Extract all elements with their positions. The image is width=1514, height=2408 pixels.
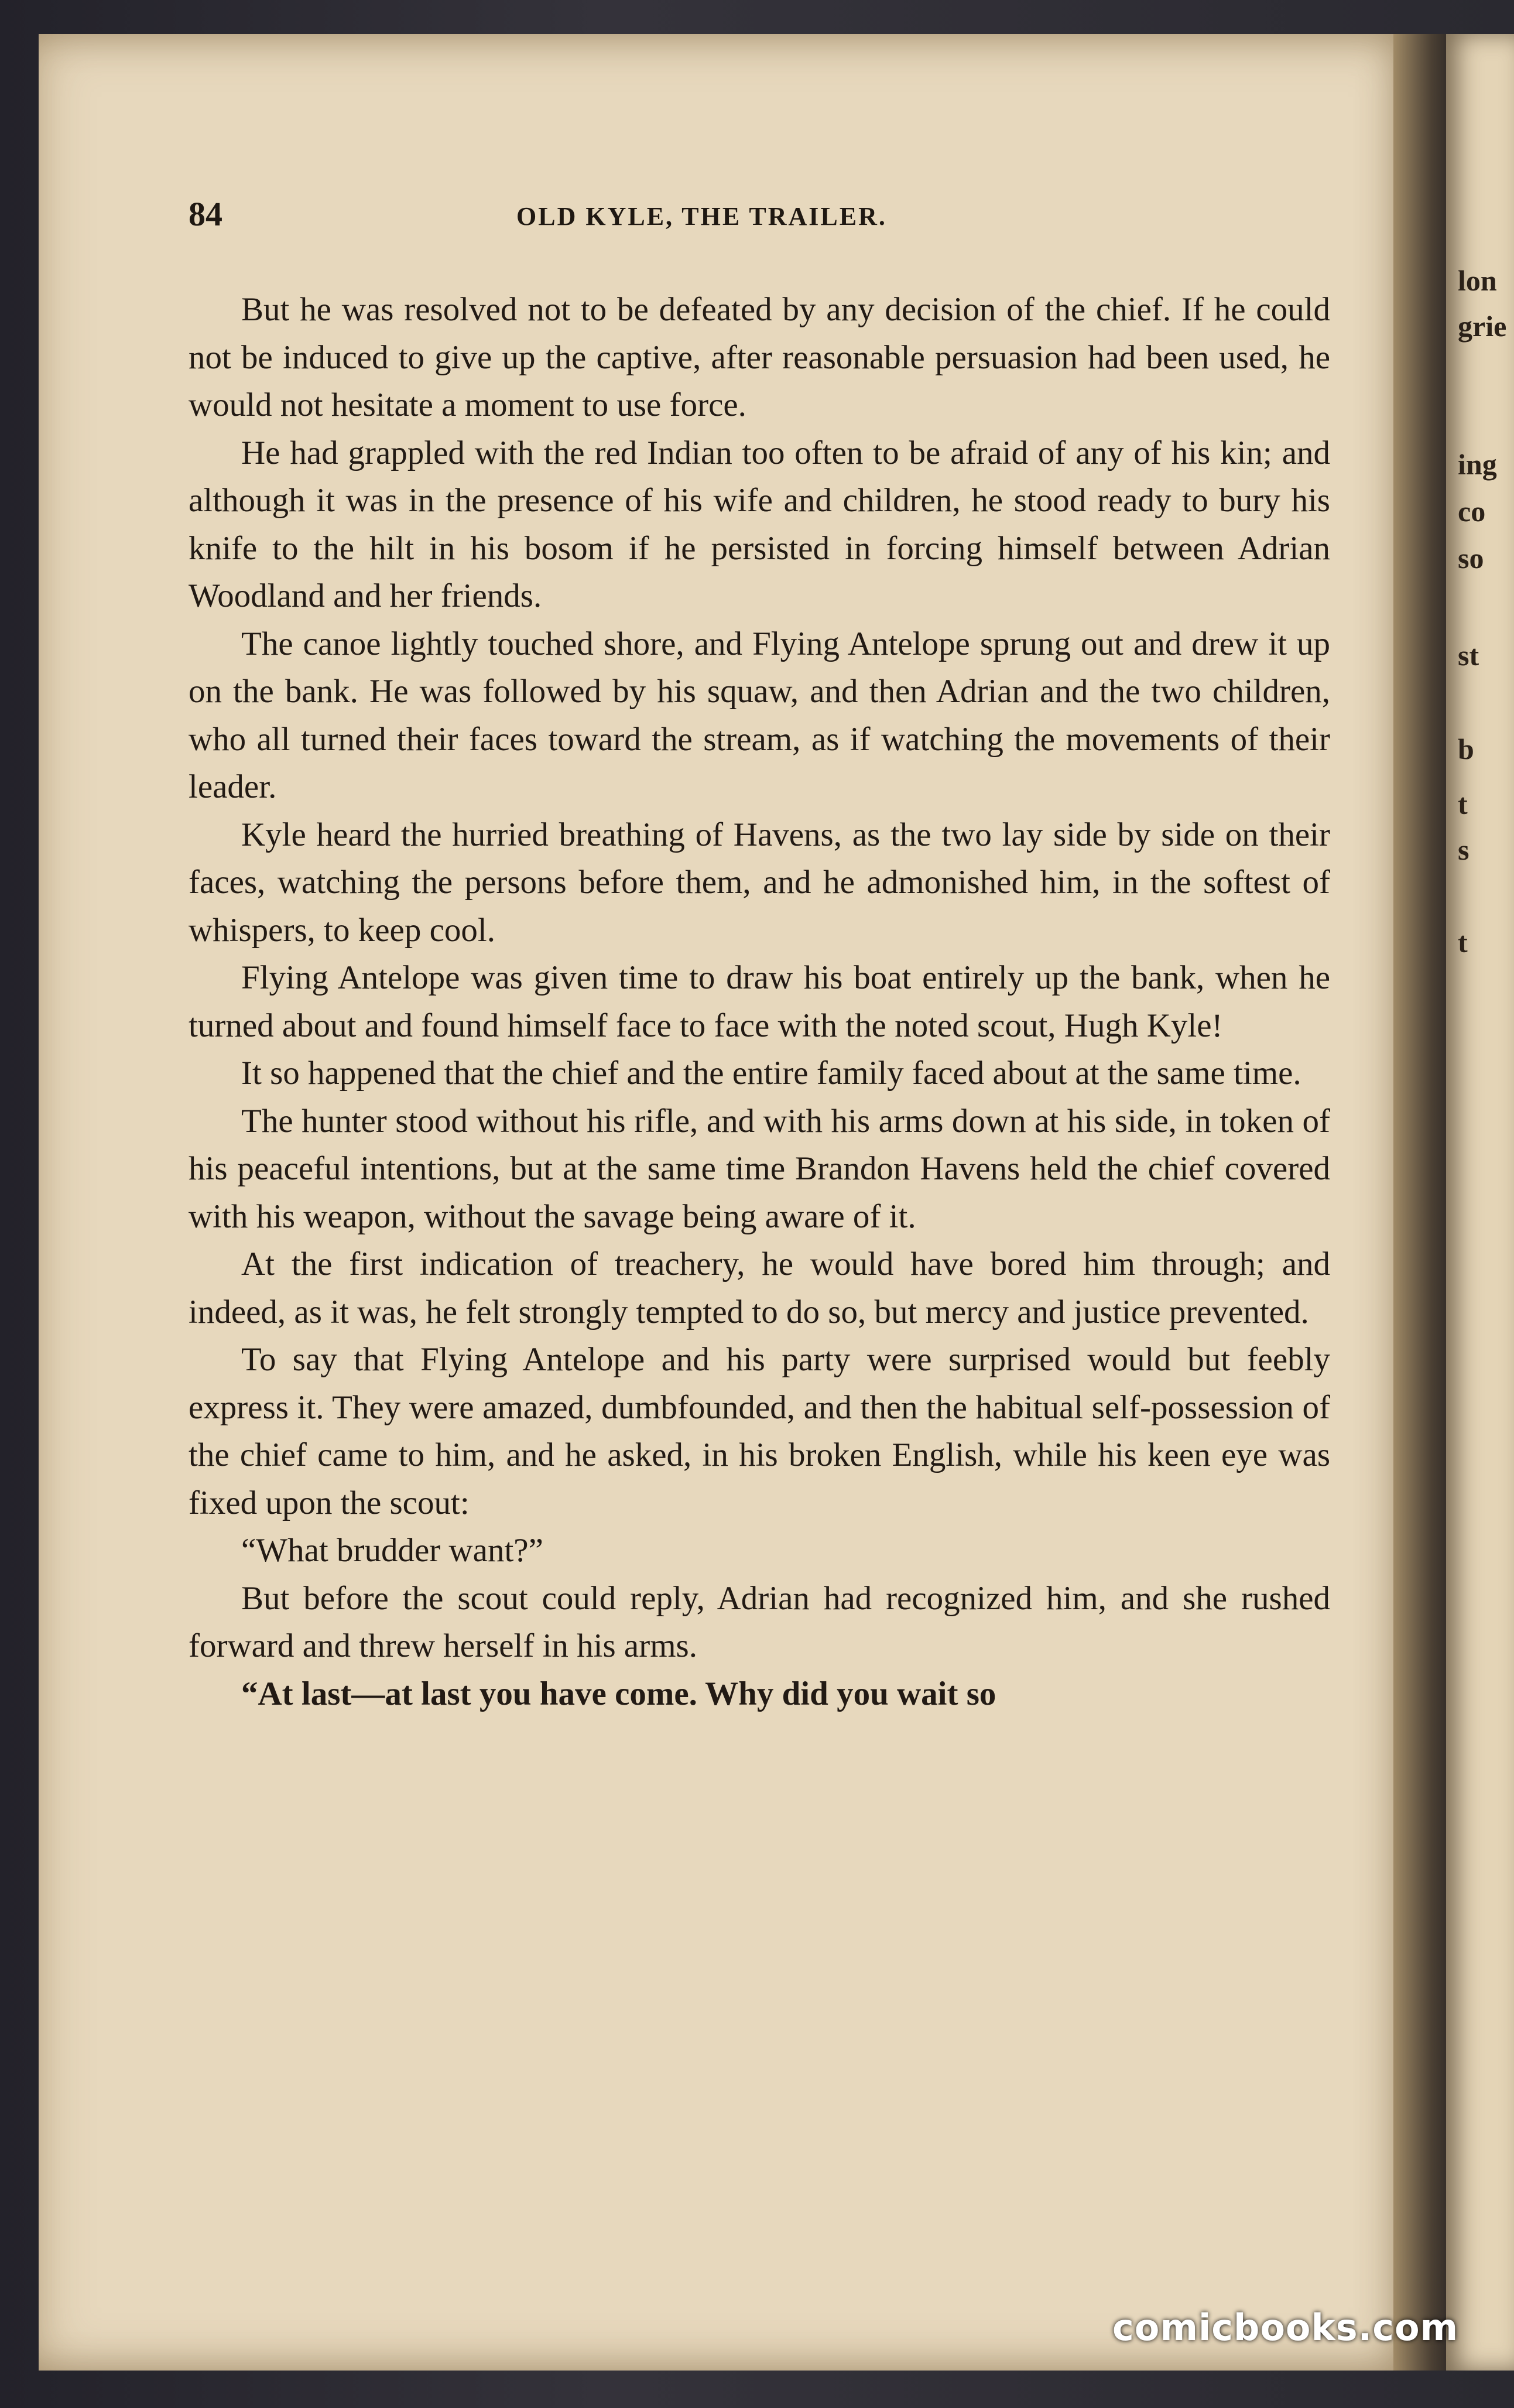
paragraph: He had grappled with the red Indian too often to be afraid of any of his kin; and although it was in the presence of his wife and children, he stood ready to bury his knife to the hilt in his bosom if he persisted in forcing himself between Adrian Woodland and her friends. [189, 434, 1330, 614]
adjacent-page-fragment: co [1458, 495, 1486, 528]
adjacent-page-fragment: t [1458, 926, 1468, 959]
dialogue-line: “At last—at last you have come. Why did you wait so [241, 1675, 996, 1712]
paragraph: Kyle heard the hurried breathing of Havens, as the two lay side by side on their faces, watching the persons before them, and he admonished him, in the softest of whispers, to keep cool. [189, 816, 1330, 949]
body-text [189, 286, 1330, 1718]
paragraph: But before the scout could reply, Adrian had recognized him, and she rushed forward and threw herself in his arms. [189, 1579, 1330, 1664]
paragraph: It so happened that the chief and the entire family faced about at the same time. [241, 1055, 1301, 1092]
dialogue-line: “What brudder want?” [241, 1532, 543, 1569]
running-head: OLD KYLE, THE TRAILER. [516, 202, 887, 231]
adjacent-page-fragment: t [1458, 788, 1468, 820]
paragraph: Flying Antelope was given time to draw his boat entirely up the bank, when he turned about and found himself face to face with the noted scout, Hugh Kyle! [189, 959, 1330, 1044]
adjacent-page-edge [1446, 34, 1514, 2371]
adjacent-page-fragment: so [1458, 542, 1484, 574]
adjacent-page-fragment: b [1458, 733, 1474, 765]
adjacent-page-fragment: grie [1458, 310, 1507, 343]
paragraph: To say that Flying Antelope and his party were surprised would but feebly express it. They were amazed, dumbfounded, and then the habitual self-possession of the chief came to him, and he asked, in his broken English, while his keen eye was fixed upon the scout: [189, 1341, 1330, 1521]
adjacent-page-fragment: lon [1458, 264, 1497, 297]
paragraph: The canoe lightly touched shore, and Flying Antelope sprung out and drew it up on the bank. He was followed by his squaw, and then Adrian and the two children, who all turned their faces toward the stream, as if watching the movements of their leader. [189, 625, 1330, 805]
page-header [189, 194, 1330, 241]
adjacent-page-fragment: s [1458, 833, 1470, 866]
adjacent-page-fragment: ing [1458, 448, 1497, 481]
watermark: comicbooks.com [1112, 2306, 1459, 2349]
paragraph: At the first indication of treachery, he would have bored him through; and indeed, as it was, he felt strongly tempted to do so, but mercy and justice prevented. [189, 1246, 1330, 1330]
paragraph: But he was resolved not to be defeated by any decision of the chief. If he could not be induced to give up the captive, after reasonable persuasion had been used, he would not hesitate a moment to use force. [189, 291, 1330, 423]
adjacent-page-fragment: st [1458, 639, 1479, 672]
page-number: 84 [189, 195, 222, 233]
paragraph: The hunter stood without his rifle, and with his arms down at his side, in token of his peaceful intentions, but at the same time Brandon Havens held the chief covered with his weapon, without the savage being aware of it. [189, 1102, 1330, 1235]
